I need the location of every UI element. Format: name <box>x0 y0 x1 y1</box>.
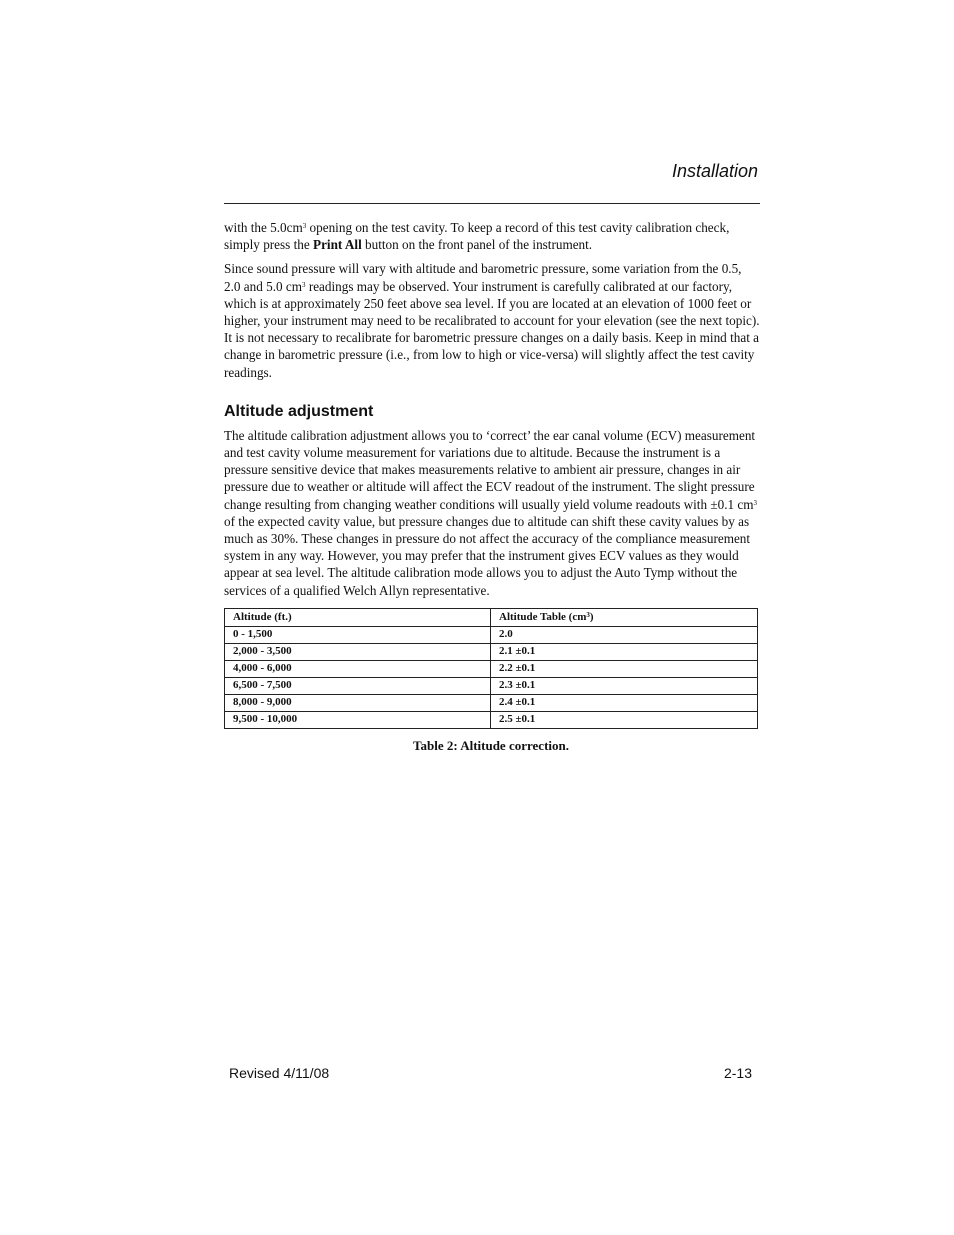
superscript: 3 <box>586 610 590 619</box>
cell-value: 2.0 <box>491 626 758 643</box>
altitude-correction-table <box>224 608 758 729</box>
paragraph-calibration-check <box>224 219 760 253</box>
page-content <box>224 219 760 754</box>
cell-altitude: 4,000 - 6,000 <box>225 660 491 677</box>
cell-value: 2.1 ±0.1 <box>491 643 758 660</box>
print-all-label: Print All <box>313 237 362 253</box>
cell-altitude: 9,500 - 10,000 <box>225 711 491 728</box>
header-altitude-table <box>491 608 758 626</box>
section-heading-altitude-adjustment: Altitude adjustment <box>224 402 374 420</box>
cell-value: 2.5 ±0.1 <box>491 711 758 728</box>
cell-value: 2.3 ±0.1 <box>491 677 758 694</box>
table-row <box>225 660 758 677</box>
cell-value: 2.2 ±0.1 <box>491 660 758 677</box>
table-header-row <box>225 608 758 626</box>
paragraph-text: The altitude calibration adjustment allows you to ‘correct’ the ear canal volume (ECV) measurement and test cavity volume measurement for variations due to altitude. Because the instrument is a pressure sensitive device that makes measurements relative to ambient air pressure, changes in air pressure due to weather or altitude will affect the ECV readout of the instrument. The slight pressure change resulting from changing weather conditions will usually yield volume readouts with ±0.1 cm <box>224 427 756 512</box>
cell-value: 2.4 ±0.1 <box>491 694 758 711</box>
table-caption: Table 2: Altitude correction. <box>413 737 569 753</box>
cell-altitude: 6,500 - 7,500 <box>225 677 491 694</box>
paragraph-text: of the expected cavity value, but pressure changes due to altitude can shift these cavity values by as much as 30%. These changes in pressure do not affect the accuracy of the compliance measurement system in any way. However, you may prefer that the instrument gives ECV values as they would appear at sea level. The altitude calibration mode allows you to adjust the Auto Tymp without the services of a qualified Welch Allyn representative. <box>224 513 751 598</box>
table-row <box>225 677 758 694</box>
superscript: 3 <box>302 280 306 289</box>
cell-altitude: 8,000 - 9,000 <box>225 694 491 711</box>
paragraph-text: readings may be observed. Your instrument is carefully calibrated at our factory, which is at approximately 250 feet above sea level. If you are located at an elevation of 1000 feet or higher, your instrument may need to be recalibrated to account for your elevation (see the next topic). It is not necessary to recalibrate for barometric pressure changes on a daily basis. Keep in mind that a change in barometric pressure (i.e., from low to high or vice-versa) will slightly affect the test cavity readings. <box>224 278 760 380</box>
table-row <box>225 711 758 728</box>
paragraph-altitude-adjustment <box>224 427 760 599</box>
header-divider <box>224 203 760 204</box>
cell-altitude: 2,000 - 3,500 <box>225 643 491 660</box>
table-row <box>225 694 758 711</box>
page-header-title: Installation <box>671 161 758 181</box>
paragraph-text: Since sound pressure will vary with altitude and barometric pressure, some variation from the 0.5, 2.0 and 5.0 cm <box>224 261 742 294</box>
header-altitude: Altitude (ft.) <box>225 608 491 626</box>
table-row <box>225 643 758 660</box>
header-text: ) <box>589 610 594 623</box>
superscript: 3 <box>753 498 757 507</box>
paragraph-text: opening on the test cavity. To keep a record of this test cavity calibration check, simply press the <box>224 220 730 253</box>
superscript: 3 <box>302 222 307 230</box>
header-text: Altitude Table (cm <box>499 610 587 623</box>
footer-page-number: 2-13 <box>723 1065 752 1081</box>
table-row <box>225 626 758 643</box>
paragraph-text: with the 5.0cm <box>224 220 303 235</box>
paragraph-sound-pressure <box>224 260 760 380</box>
footer-revised-date: Revised 4/11/08 <box>229 1065 330 1081</box>
cell-altitude: 0 - 1,500 <box>225 626 491 643</box>
paragraph-text: button on the front panel of the instrument. <box>361 237 593 253</box>
